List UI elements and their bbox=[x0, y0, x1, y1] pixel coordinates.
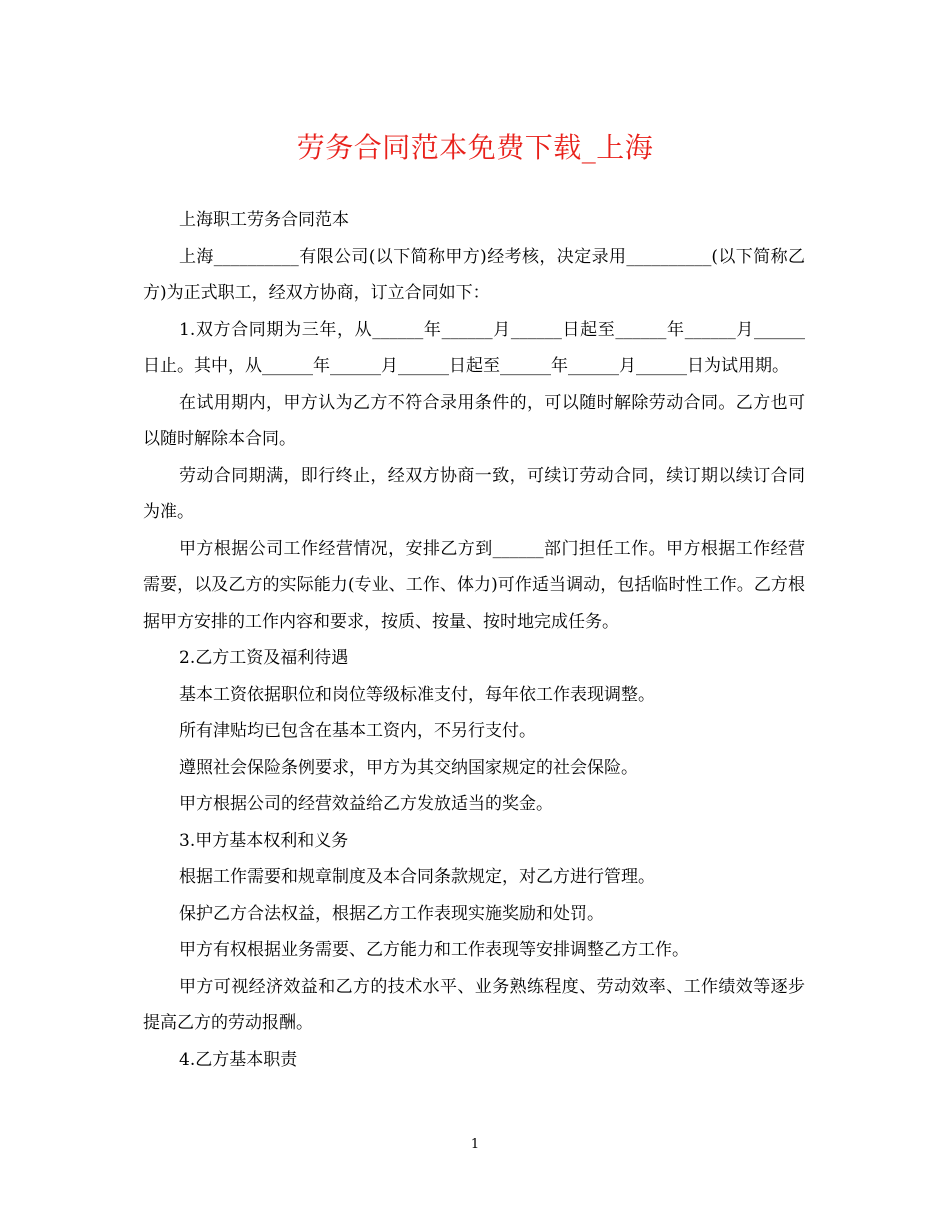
paragraph: 上海职工劳务合同范本 bbox=[179, 210, 349, 230]
paragraph: 甲方根据公司的经营效益给乙方发放适当的奖金。 bbox=[179, 794, 553, 814]
paragraph: 保护乙方合法权益，根据乙方工作表现实施奖励和处罚。 bbox=[179, 903, 604, 924]
document-title: 劳务合同范本免费下载_上海 bbox=[296, 131, 654, 164]
page-number: 1 bbox=[470, 1137, 480, 1152]
paragraph: 4.乙方基本职责 bbox=[179, 1049, 298, 1070]
paragraph: 遵照社会保险条例要求，甲方为其交纳国家规定的社会保险。 bbox=[179, 757, 638, 778]
paragraph: 根据工作需要和规章制度及本合同条款规定，对乙方进行管理。 bbox=[179, 867, 655, 887]
paragraph: 甲方可视经济效益和乙方的技术水平、业务熟练程度、劳动效率、工作绩效等逐步提高乙方的劳动报酬。 bbox=[143, 976, 805, 1033]
document-body bbox=[143, 202, 805, 1078]
paragraph: 1.双方合同期为三年，从______年______月______日起至______年______月______日止。其中，从______年______月______日起至______年______月______日为试用期。 bbox=[143, 319, 805, 376]
paragraph: 所有津贴均已包含在基本工资内，不另行支付。 bbox=[179, 721, 536, 741]
paragraph: 上海__________有限公司(以下简称甲方)经考核，决定录用__________(以下简称乙方)为正式职工，经双方协商，订立合同如下： bbox=[143, 246, 805, 303]
paragraph: 基本工资依据职位和岗位等级标准支付，每年依工作表现调整。 bbox=[179, 684, 655, 705]
paragraph: 劳动合同期满，即行终止，经双方协商一致，可续订劳动合同，续订期以续订合同为准。 bbox=[143, 465, 805, 522]
paragraph: 2.乙方工资及福利待遇 bbox=[179, 648, 349, 668]
paragraph: 3.甲方基本权利和义务 bbox=[179, 830, 349, 851]
paragraph: 甲方有权根据业务需要、乙方能力和工作表现等安排调整乙方工作。 bbox=[179, 940, 689, 960]
paragraph: 在试用期内，甲方认为乙方不符合录用条件的，可以随时解除劳动合同。乙方也可以随时解除本合同。 bbox=[143, 392, 805, 449]
paragraph: 甲方根据公司工作经营情况，安排乙方到______部门担任工作。甲方根据工作经营需要，以及乙方的实际能力(专业、工作、体力)可作适当调动，包括临时性工作。乙方根据甲方安排的工作内容和要求，按质、按量、按时地完成任务。 bbox=[143, 538, 805, 632]
